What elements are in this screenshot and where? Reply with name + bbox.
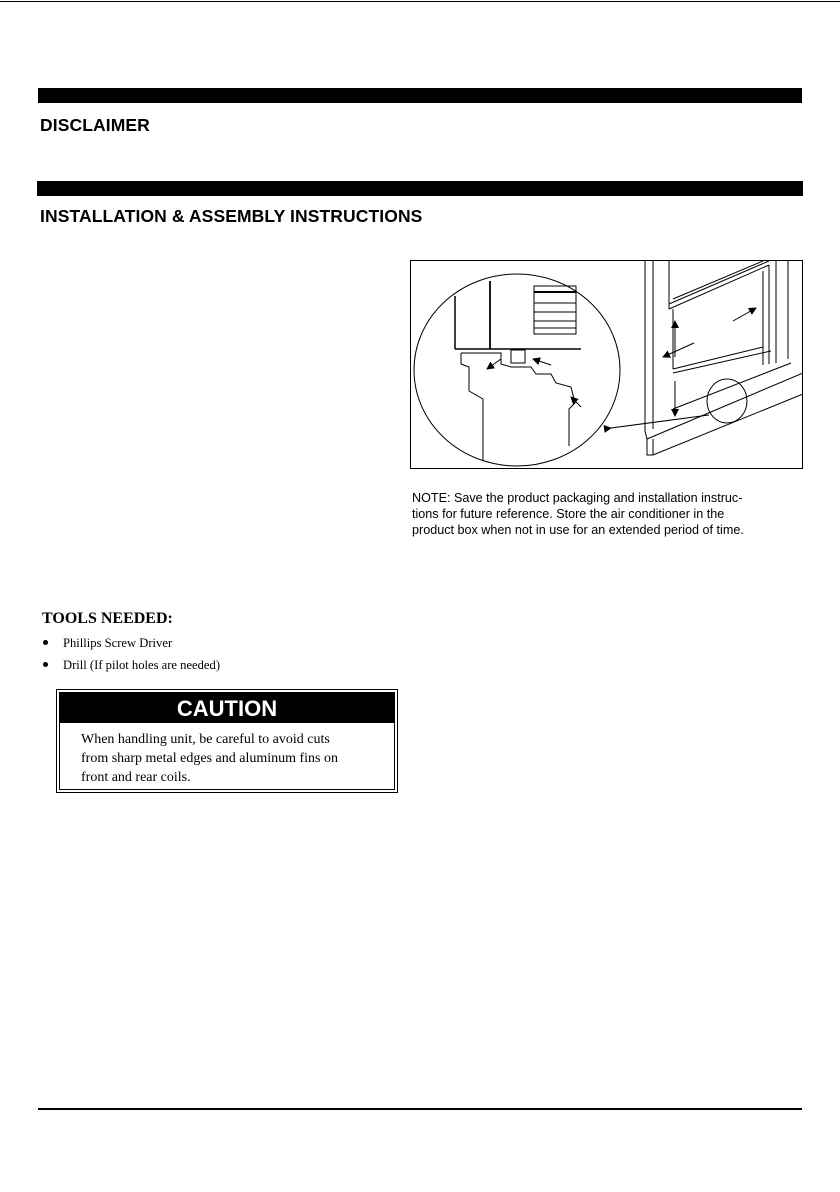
bullet-icon [43,640,48,645]
caution-title: CAUTION [60,693,394,723]
note-paragraph [412,490,804,538]
window-install-diagram-icon [411,261,803,469]
note-line-2: tions for future reference. Store the air conditioner in the [412,507,725,521]
installation-heading: INSTALLATION & ASSEMBLY INSTRUCTIONS [40,206,423,226]
window-install-diagram [410,260,803,469]
tool-item-label: Phillips Screw Driver [63,636,173,650]
caution-text [60,723,394,787]
tool-item-label: Drill (If pilot holes are needed) [63,658,221,672]
list-item [40,636,220,658]
disclaimer-heading: DISCLAIMER [40,115,150,135]
caution-line-2: from sharp metal edges and aluminum fins on [81,751,338,766]
caution-box [56,689,398,793]
list-item [40,658,220,680]
tools-needed-title: TOOLS NEEDED: [42,610,173,627]
note-line-3: product box when not in use for an extended period of time. [412,523,744,537]
note-line-1: NOTE: Save the product packaging and installation instruc- [412,491,743,505]
tools-list [40,636,220,680]
disclaimer-section-bar [38,88,802,103]
caution-line-3: front and rear coils. [81,770,191,785]
footer-rule [38,1108,802,1110]
caution-line-1: When handling unit, be careful to avoid cuts [81,732,330,747]
installation-section-bar [37,181,803,196]
top-rule [0,1,840,2]
bullet-icon [43,662,48,667]
